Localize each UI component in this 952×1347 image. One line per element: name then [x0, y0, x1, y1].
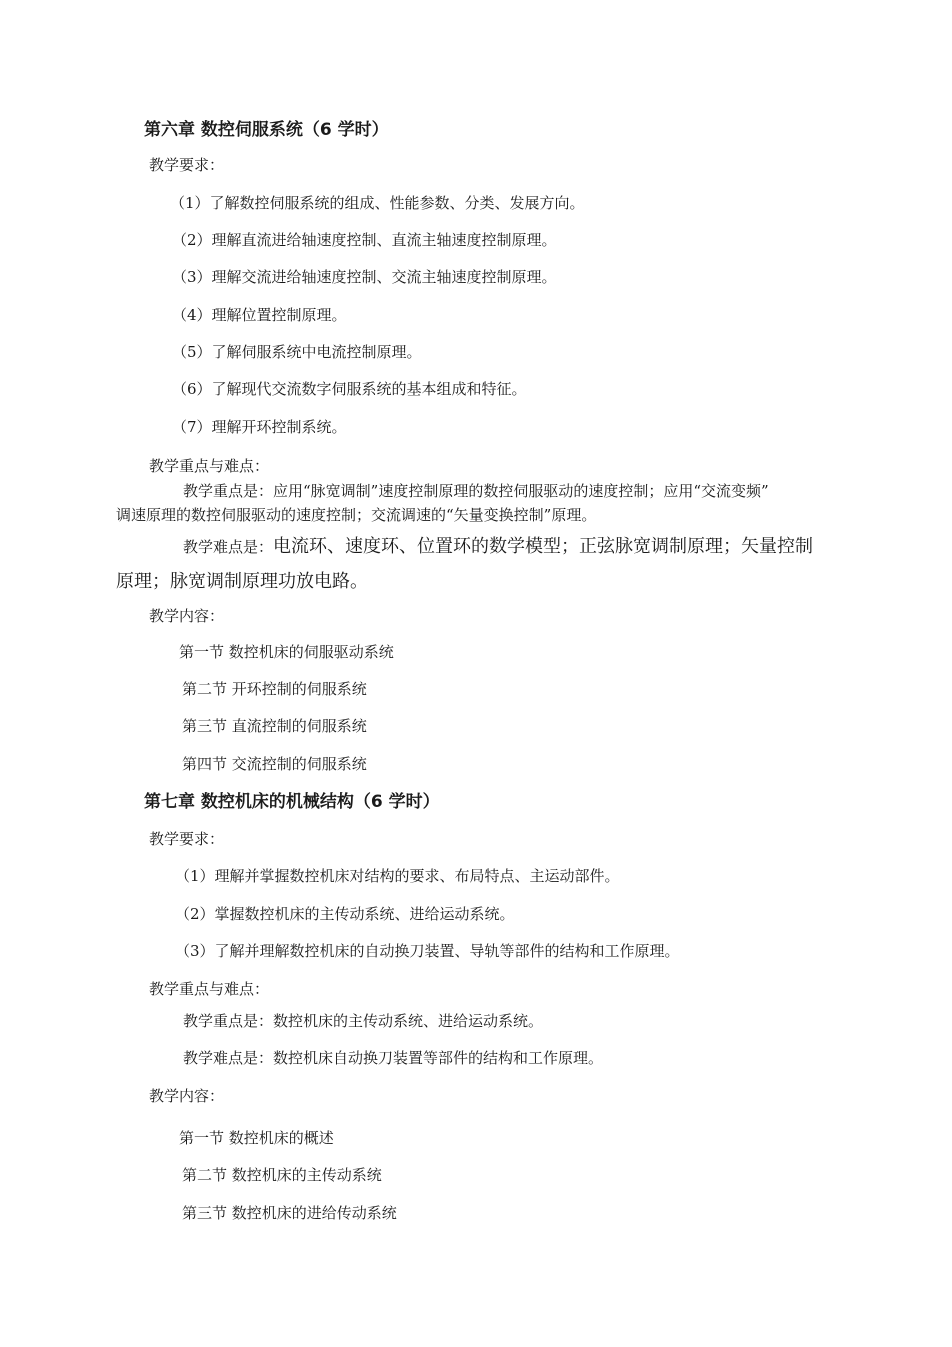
ch6-section-4: 第四节 交流控制的伺服系统 — [182, 755, 367, 773]
ch7-key-difficulty-label: 教学重点与难点： — [149, 980, 270, 998]
ch7-requirement-2: （2）掌握数控机床的主传动系统、进给运动系统。 — [175, 905, 515, 923]
ch7-difficulty: 教学难点是：数控机床自动换刀装置等部件的结构和工作原理。 — [183, 1049, 604, 1067]
ch6-content-label: 教学内容： — [149, 607, 225, 625]
ch6-section-3: 第三节 直流控制的伺服系统 — [182, 717, 367, 735]
ch7-requirement-3: （3）了解并理解数控机床的自动换刀装置、导轨等部件的结构和工作原理。 — [175, 942, 680, 960]
ch7-section-3: 第三节 数控机床的进给传动系统 — [182, 1204, 397, 1222]
ch6-difficulty-text: 电流环、速度环、位置环的数学模型；正弦脉宽调制原理；矢量控制 — [273, 536, 814, 557]
ch6-requirements-label: 教学要求： — [149, 156, 225, 174]
ch6-key-point-line-1: 教学重点是：应用“脉宽调制”速度控制原理的数控伺服驱动的速度控制；应用“交流变频” — [183, 482, 769, 500]
ch6-section-1: 第一节 数控机床的伺服驱动系统 — [179, 643, 394, 661]
ch6-requirement-1: （1）了解数控伺服系统的组成、性能参数、分类、发展方向。 — [170, 194, 585, 212]
ch7-section-1: 第一节 数控机床的概述 — [179, 1129, 334, 1147]
chapter-7-title: 第七章 数控机床的机械结构（6 学时） — [144, 792, 440, 812]
ch6-section-2: 第二节 开环控制的伺服系统 — [182, 680, 367, 698]
ch7-requirement-1: （1）理解并掌握数控机床对结构的要求、布局特点、主运动部件。 — [175, 867, 620, 885]
ch7-requirements-label: 教学要求： — [149, 830, 225, 848]
ch6-requirement-6: （6）了解现代交流数字伺服系统的基本组成和特征。 — [172, 380, 527, 398]
ch6-requirement-4: （4）理解位置控制原理。 — [172, 306, 347, 324]
ch6-difficulty-line-1: 教学难点是：电流环、速度环、位置环的数学模型；正弦脉宽调制原理；矢量控制 — [183, 536, 814, 557]
ch6-key-point-line-2: 调速原理的数控伺服驱动的速度控制；交流调速的“矢量变换控制”原理。 — [116, 506, 597, 524]
ch6-requirement-7: （7）理解开环控制系统。 — [172, 418, 347, 436]
ch6-key-difficulty-label: 教学重点与难点： — [149, 457, 270, 475]
ch7-content-label: 教学内容： — [149, 1087, 225, 1105]
ch6-requirement-2: （2）理解直流进给轴速度控制、直流主轴速度控制原理。 — [172, 231, 557, 249]
ch6-requirement-3: （3）理解交流进给轴速度控制、交流主轴速度控制原理。 — [172, 268, 557, 286]
ch6-difficulty-line-2: 原理；脉宽调制原理功放电路。 — [116, 571, 368, 592]
chapter-6-title: 第六章 数控伺服系统（6 学时） — [144, 120, 389, 140]
ch7-key-point: 教学重点是：数控机床的主传动系统、进给运动系统。 — [183, 1012, 544, 1030]
ch6-requirement-5: （5）了解伺服系统中电流控制原理。 — [172, 343, 422, 361]
ch7-section-2: 第二节 数控机床的主传动系统 — [182, 1166, 382, 1184]
